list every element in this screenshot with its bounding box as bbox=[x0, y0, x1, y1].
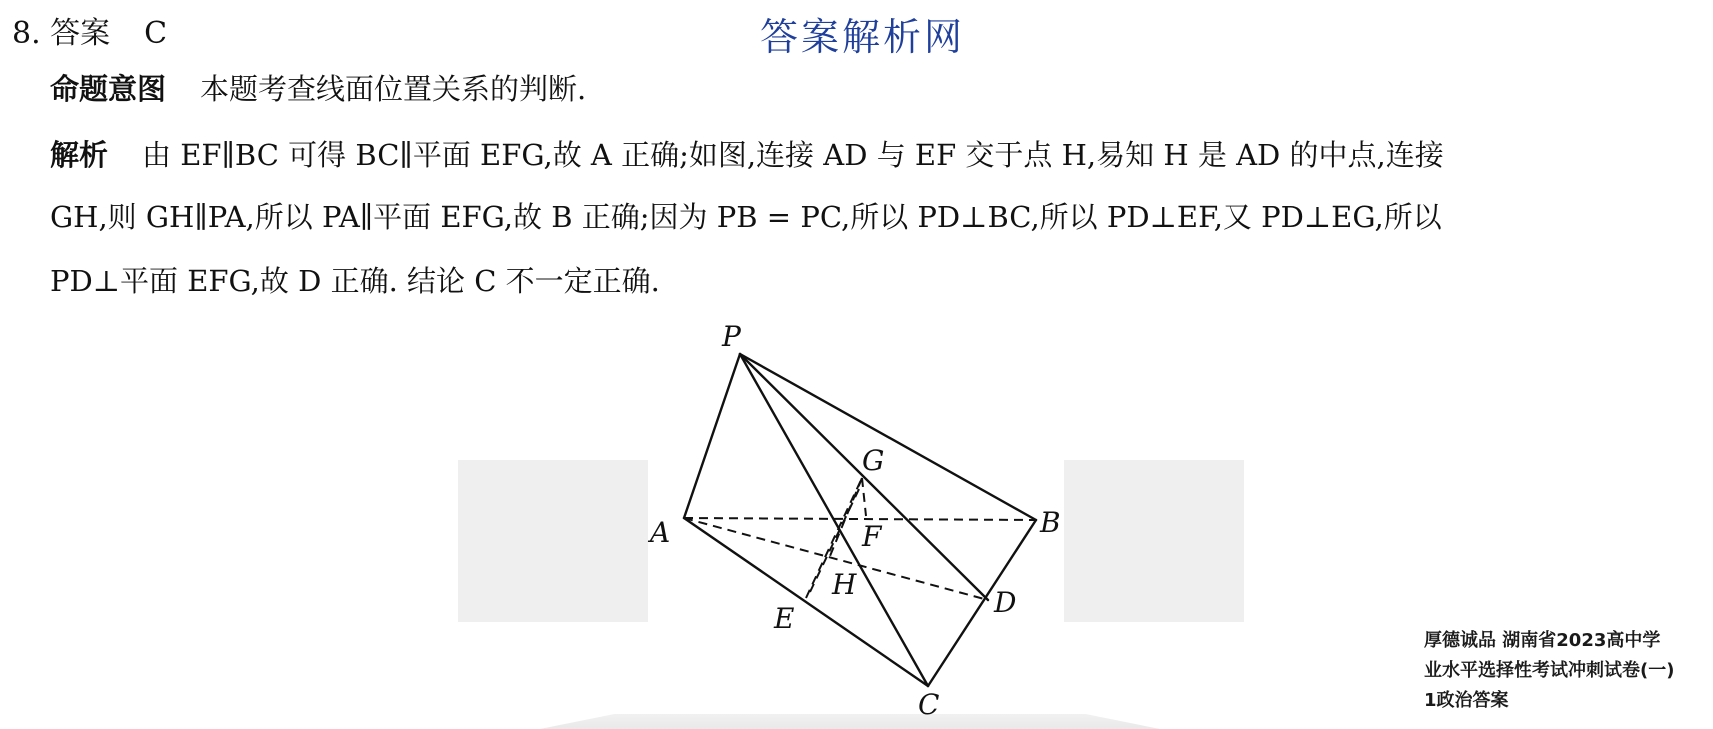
label-C: C bbox=[918, 688, 940, 721]
question-number: 8. bbox=[12, 16, 41, 51]
edge-BC bbox=[928, 520, 1036, 686]
label-F: F bbox=[862, 520, 882, 553]
answer-label: 答案 bbox=[50, 16, 111, 51]
brand-line-3: 1政治答案 bbox=[1424, 690, 1509, 711]
edge-PA bbox=[684, 354, 740, 518]
analysis-line-2: GH,则 GH∥PA,所以 PA∥平面 EFG,故 B 正确;因为 PB = PC,所以 PD⊥BC,所以 PD⊥EF,又 PD⊥EG,所以 bbox=[50, 200, 1442, 234]
brand-line-2: 业水平选择性考试冲刺试卷(一) bbox=[1424, 660, 1675, 681]
analysis-text-1: 由 EF∥BC 可得 BC∥平面 EFG,故 A 正确;如图,连接 AD 与 EF 交于点 H,易知 H 是 AD 的中点,连接 bbox=[142, 138, 1444, 172]
label-E: E bbox=[774, 602, 795, 635]
label-D: D bbox=[994, 586, 1017, 619]
brand-line-1: 厚德诚品 湖南省2023高中学 bbox=[1424, 630, 1661, 651]
label-G: G bbox=[862, 444, 885, 477]
label-P: P bbox=[722, 320, 741, 353]
label-B: B bbox=[1040, 506, 1061, 539]
analysis-line-3: PD⊥平面 EFG,故 D 正确. 结论 C 不一定正确. bbox=[50, 264, 660, 298]
edge-PD bbox=[740, 354, 988, 600]
label-A: A bbox=[650, 516, 671, 549]
analysis-label: 解析 bbox=[50, 138, 109, 172]
edge-AB-dashed bbox=[684, 518, 1036, 520]
brand-watermark bbox=[1424, 626, 1674, 716]
edge-AC bbox=[684, 518, 928, 686]
answer-value: C bbox=[144, 16, 168, 51]
edge-GF-dashed bbox=[862, 478, 866, 516]
label-H: H bbox=[832, 568, 857, 601]
watermark-title: 答案解析网 bbox=[760, 15, 966, 59]
intent-text: 本题考查线面位置关系的判断. bbox=[200, 72, 587, 106]
intent-label: 命题意图 bbox=[50, 72, 167, 106]
edge-PB bbox=[740, 354, 1036, 520]
